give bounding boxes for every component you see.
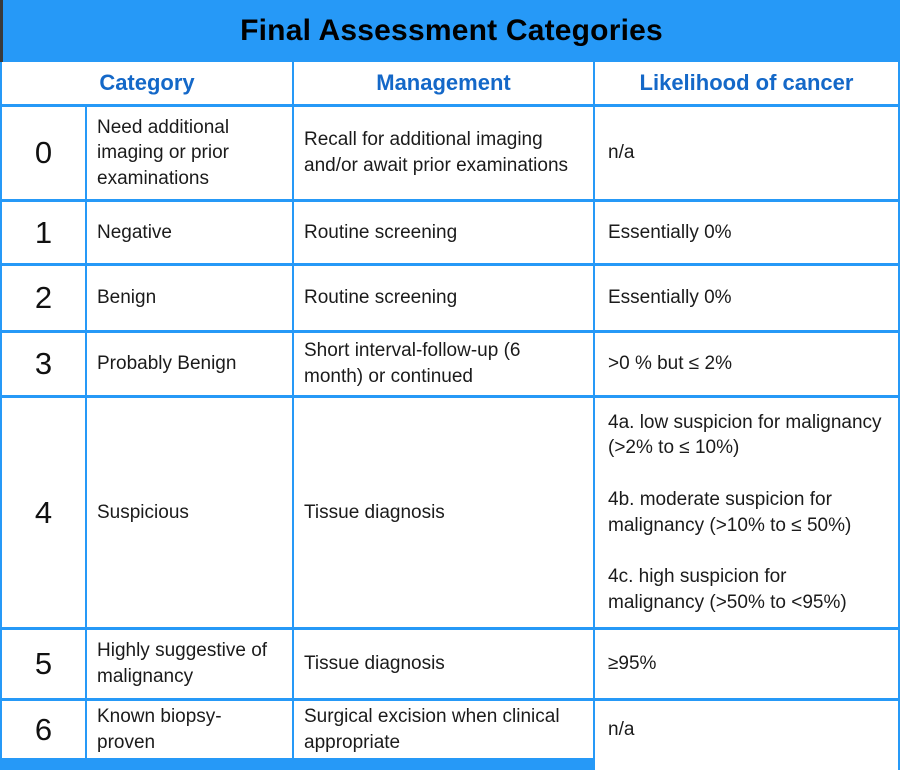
category-cell: Known biopsy-proven — [87, 701, 294, 758]
likelihood-text: Essentially 0% — [608, 287, 732, 309]
management-cell: Tissue diagnosis — [294, 630, 595, 698]
category-number-cell: 3 — [2, 333, 87, 395]
column-header-likelihood: Likelihood of cancer — [639, 70, 854, 95]
likelihood-cell — [595, 107, 898, 199]
likelihood-cell — [595, 333, 898, 395]
management-cell: Short interval-follow-up (6 month) or continued — [294, 333, 595, 395]
table-row — [0, 398, 900, 630]
bottom-blue-bar — [0, 758, 595, 770]
table-row — [0, 701, 900, 758]
likelihood-cell — [595, 202, 898, 263]
table-title-bar — [0, 0, 900, 62]
table-row — [0, 202, 900, 266]
category-number-cell: 6 — [2, 701, 87, 758]
likelihood-text: 4b. moderate suspicion for malignancy (>10% to ≤ 50%) — [608, 488, 852, 536]
likelihood-cell — [595, 630, 898, 698]
category-number-cell: 2 — [2, 266, 87, 330]
table-row — [0, 266, 900, 333]
bottom-column-divider — [593, 758, 595, 770]
table-row — [0, 630, 900, 701]
likelihood-text: n/a — [608, 142, 635, 164]
category-cell: Negative — [87, 202, 294, 263]
column-header-management: Management — [294, 62, 595, 104]
management-cell: Routine screening — [294, 202, 595, 263]
category-number-cell: 5 — [2, 630, 87, 698]
likelihood-cell — [595, 701, 898, 758]
likelihood-text: Essentially 0% — [608, 221, 732, 243]
likelihood-text: 4a. low suspicion for malignancy (>2% to ≤ 10%) — [608, 411, 882, 459]
likelihood-text: n/a — [608, 718, 635, 740]
category-cell: Highly suggestive of malignancy — [87, 630, 294, 698]
category-cell: Probably Benign — [87, 333, 294, 395]
category-number-cell: 0 — [2, 107, 87, 199]
management-cell: Routine screening — [294, 266, 595, 330]
category-number-cell: 4 — [2, 398, 87, 627]
column-header-category: Category — [2, 62, 294, 104]
management-cell: Surgical excision when clinical appropriate — [294, 701, 595, 758]
table-title: Final Assessment Categories — [240, 14, 663, 47]
category-cell: Need additional imaging or prior examinations — [87, 107, 294, 199]
table-row — [0, 333, 900, 398]
likelihood-cell — [595, 398, 898, 627]
management-cell: Tissue diagnosis — [294, 398, 595, 627]
table-body — [0, 107, 900, 758]
management-cell: Recall for additional imaging and/or await prior examinations — [294, 107, 595, 199]
likelihood-cell — [595, 266, 898, 330]
likelihood-text: 4c. high suspicion for malignancy (>50% to <95%) — [608, 566, 847, 613]
column-header-row — [0, 62, 900, 107]
table-bottom-strip — [0, 758, 900, 770]
table-row — [0, 107, 900, 202]
likelihood-text: ≥95% — [608, 653, 657, 675]
category-cell: Suspicious — [87, 398, 294, 627]
likelihood-text: >0 % but ≤ 2% — [608, 353, 732, 375]
category-cell: Benign — [87, 266, 294, 330]
category-number-cell: 1 — [2, 202, 87, 263]
